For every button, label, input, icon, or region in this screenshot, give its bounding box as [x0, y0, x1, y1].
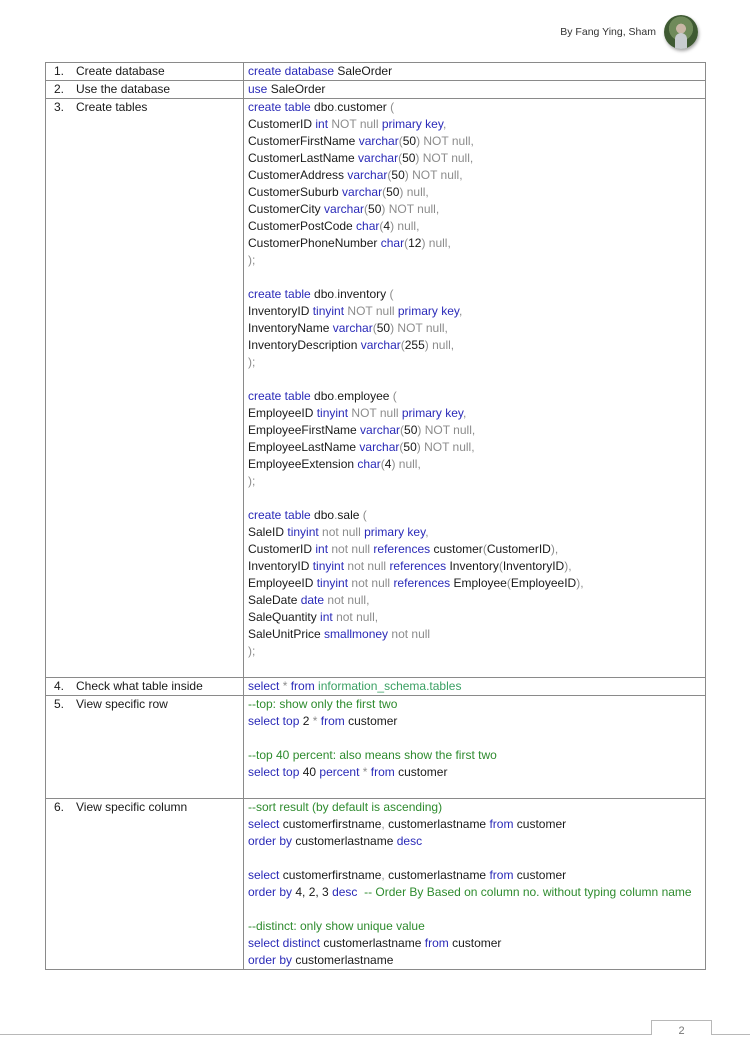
code-token: not null [318, 525, 365, 539]
code-token: customer [513, 817, 567, 831]
step-label: Use the database [76, 82, 171, 96]
code-token: ( [399, 440, 404, 454]
code-line [248, 252, 701, 269]
code-line [248, 422, 701, 439]
code-line [248, 133, 701, 150]
code-token: ) NOT null, [390, 321, 448, 335]
code-token: , [442, 117, 447, 131]
table-body [46, 63, 706, 970]
code-token: select [248, 817, 280, 831]
code-token: ); [248, 644, 256, 658]
step-cell [46, 799, 244, 970]
code-token: ( [372, 321, 377, 335]
step-number: 4. [54, 679, 65, 693]
step-label: Create database [76, 64, 165, 78]
code-token: --distinct: only show unique value [248, 919, 425, 933]
page-header [560, 14, 698, 50]
code-token: , [381, 868, 385, 882]
code-token: * [359, 765, 371, 779]
code-token: InventoryDescription [248, 338, 361, 352]
code-line [248, 388, 701, 405]
code-token: customer [430, 542, 483, 556]
code-token: int [320, 610, 333, 624]
code-token: inventory [337, 287, 390, 301]
code-line [248, 371, 701, 388]
code-token: information_schema.tables [314, 679, 462, 693]
code-token: ), [550, 542, 559, 556]
code-token: SaleDate [248, 593, 301, 607]
code-token: ( [400, 423, 405, 437]
code-line [248, 81, 701, 98]
code-token: EmployeeExtension [248, 457, 358, 471]
code-token: ( [392, 389, 397, 403]
code-cell [244, 696, 706, 799]
code-token: tinyint [312, 304, 345, 318]
code-token: customer [448, 936, 502, 950]
author-name: By Fang Ying, Sham [560, 26, 656, 38]
code-line [248, 867, 701, 884]
code-token: 50 [368, 202, 382, 216]
code-token: NOT null [348, 406, 402, 420]
code-cell [244, 63, 706, 81]
code-token: from [489, 817, 514, 831]
code-token: --top 40 percent: also means show the first two [248, 748, 497, 762]
avatar-icon [664, 15, 698, 49]
code-line [248, 592, 701, 609]
table-row [46, 696, 706, 799]
code-token: 50 [391, 168, 405, 182]
code-cell [244, 678, 706, 696]
code-line [248, 286, 701, 303]
code-token: ), [564, 559, 572, 573]
code-line [248, 850, 701, 867]
code-token: ) null, [391, 457, 421, 471]
code-token: CustomerID [248, 542, 316, 556]
code-token: create table [248, 287, 311, 301]
code-line [248, 167, 701, 184]
step-number: 2. [54, 82, 65, 96]
code-token: create table [248, 389, 311, 403]
code-token: not null [344, 559, 390, 573]
code-token: from [489, 868, 514, 882]
code-token: EmployeeLastName [248, 440, 360, 454]
code-token: select top [248, 765, 300, 779]
code-token: . [334, 389, 338, 403]
code-line [248, 660, 701, 677]
code-line [248, 116, 701, 133]
code-line [248, 456, 701, 473]
code-line [248, 269, 701, 286]
code-token: ( [380, 457, 385, 471]
code-token: . [334, 287, 338, 301]
code-token: from [424, 936, 449, 950]
code-line [248, 713, 701, 730]
code-token: ) NOT null, [416, 134, 474, 148]
code-line [248, 764, 701, 781]
code-token: 50 [403, 440, 417, 454]
code-token: dbo [310, 389, 335, 403]
code-token: ) NOT null, [415, 151, 474, 165]
code-token: not null [328, 542, 374, 556]
code-line [248, 218, 701, 235]
code-line [248, 747, 701, 764]
step-number: 6. [54, 800, 65, 814]
code-token: customer [394, 765, 448, 779]
code-token: varchar [359, 440, 400, 454]
step-label: Check what table inside [76, 679, 203, 693]
code-line [248, 541, 701, 558]
code-token: CustomerID [486, 542, 551, 556]
code-line [248, 799, 701, 816]
code-token: * [279, 679, 291, 693]
step-number: 5. [54, 697, 65, 711]
step-cell [46, 696, 244, 799]
code-line [248, 439, 701, 456]
code-token: ( [382, 185, 387, 199]
code-token: InventoryID [248, 559, 313, 573]
code-token: CustomerPhoneNumber [248, 236, 381, 250]
code-token: order by [248, 953, 293, 967]
code-token: not null, [324, 593, 370, 607]
code-token: int [315, 117, 329, 131]
code-token: EmployeeFirstName [248, 423, 361, 437]
code-token: dbo [310, 287, 335, 301]
code-token: order by [248, 885, 293, 899]
code-token: select [248, 868, 280, 882]
code-token: EmployeeID [510, 576, 577, 590]
code-token: ), [576, 576, 584, 590]
code-line [248, 150, 701, 167]
table-row [46, 799, 706, 970]
code-line [248, 816, 701, 833]
code-line [248, 524, 701, 541]
code-token: ) null, [399, 185, 429, 199]
code-token: customer [337, 100, 391, 114]
code-token: desc [396, 834, 423, 848]
code-token: 40 [299, 765, 320, 779]
code-token: varchar [360, 338, 401, 352]
code-token: , [458, 304, 463, 318]
step-cell [46, 81, 244, 99]
code-token: CustomerID [248, 117, 316, 131]
page-number: 2 [651, 1020, 712, 1035]
code-token: EmployeeID [248, 406, 317, 420]
code-line [248, 490, 701, 507]
code-token: dbo [310, 508, 335, 522]
table-row [46, 81, 706, 99]
code-token: not null [388, 627, 431, 641]
code-line [248, 63, 701, 80]
step-cell [46, 99, 244, 678]
code-token: CustomerFirstName [248, 134, 359, 148]
code-token: ( [398, 151, 403, 165]
code-token: InventoryID [248, 304, 313, 318]
step-cell [46, 63, 244, 81]
code-line [248, 99, 701, 116]
code-token: ( [482, 542, 487, 556]
code-token: ) NOT null, [417, 423, 476, 437]
code-token: date [300, 593, 325, 607]
code-token: * [312, 714, 321, 728]
code-token: ( [400, 338, 405, 352]
code-token: 50 [402, 134, 417, 148]
code-line [248, 337, 701, 354]
code-token: customer [344, 714, 398, 728]
code-token: CustomerPostCode [248, 219, 357, 233]
code-token: char [356, 219, 380, 233]
code-line [248, 320, 701, 337]
code-token: create table [248, 508, 311, 522]
code-token: customerlastname [292, 953, 394, 967]
step-cell [46, 678, 244, 696]
code-line [248, 952, 701, 969]
code-token: select top [248, 714, 300, 728]
code-token: NOT null [328, 117, 382, 131]
code-token: primary key [381, 117, 443, 131]
code-token: dbo [310, 100, 335, 114]
step-label: View specific column [76, 800, 188, 814]
code-token: EmployeeID [248, 576, 317, 590]
code-line [248, 935, 701, 952]
code-token: SaleOrder [334, 64, 393, 78]
code-line [248, 884, 701, 901]
code-token: 4, 2, 3 [292, 885, 333, 899]
code-token: 50 [404, 423, 418, 437]
step-number: 3. [54, 100, 65, 114]
code-line [248, 918, 701, 935]
code-token: ( [379, 219, 384, 233]
code-line [248, 696, 701, 713]
step-number: 1. [54, 64, 65, 78]
code-token: ); [248, 253, 256, 267]
code-line [248, 730, 701, 747]
code-token: customerfirstname [279, 817, 382, 831]
code-token: create table [248, 100, 311, 114]
code-token: varchar [342, 185, 383, 199]
code-token: 12 [408, 236, 422, 250]
code-token: CustomerSuburb [248, 185, 343, 199]
code-token: desc [332, 885, 358, 899]
table-row [46, 99, 706, 678]
code-token: SaleID [248, 525, 288, 539]
code-token: customerlastname [320, 936, 425, 950]
code-token: primary key [401, 406, 463, 420]
code-line [248, 235, 701, 252]
code-token: , [381, 817, 385, 831]
code-token: customerlastname [384, 817, 490, 831]
code-token: use [248, 82, 268, 96]
code-line [248, 405, 701, 422]
code-line [248, 678, 701, 695]
code-token: sale [337, 508, 363, 522]
code-token: varchar [360, 423, 401, 437]
code-token: varchar [324, 202, 365, 216]
code-token: customerlastname [292, 834, 397, 848]
code-token: tinyint [316, 406, 349, 420]
code-token: NOT null [344, 304, 398, 318]
code-token: from [320, 714, 345, 728]
code-token: from [290, 679, 315, 693]
code-token: --sort result (by default is ascending) [248, 800, 443, 814]
code-token: 2 [299, 714, 313, 728]
code-line [248, 781, 701, 798]
code-token: create database [248, 64, 335, 78]
step-label: Create tables [76, 100, 148, 114]
code-token: char [380, 236, 405, 250]
code-token: select [248, 679, 280, 693]
code-token: ) null, [421, 236, 451, 250]
code-token: 4 [383, 219, 391, 233]
code-token: 4 [384, 457, 392, 471]
code-line [248, 626, 701, 643]
code-token: varchar [358, 134, 399, 148]
code-token: not null, [332, 610, 379, 624]
code-token: references [389, 559, 447, 573]
code-cell [244, 99, 706, 678]
code-token: , [462, 406, 467, 420]
code-token: CustomerCity [248, 202, 325, 216]
code-token: --top: show only the first two [248, 697, 398, 711]
code-line [248, 473, 701, 490]
footer-divider-right [711, 1034, 750, 1035]
code-token: ( [387, 168, 392, 182]
code-token: int [315, 542, 329, 556]
code-line [248, 643, 701, 660]
code-token: tinyint [287, 525, 319, 539]
code-token: InventoryID [502, 559, 565, 573]
code-token: ) NOT null, [381, 202, 440, 216]
code-token: ( [389, 287, 394, 301]
code-token: tinyint [312, 559, 345, 573]
code-token: employee [337, 389, 393, 403]
code-line [248, 558, 701, 575]
code-token: tinyint [316, 576, 349, 590]
code-token: ); [248, 474, 256, 488]
code-token: ( [390, 100, 395, 114]
code-token: char [357, 457, 381, 471]
code-line [248, 575, 701, 592]
code-token: 255 [404, 338, 425, 352]
code-token: select distinct [248, 936, 321, 950]
code-token: order by [248, 834, 293, 848]
code-line [248, 201, 701, 218]
code-token: not null [348, 576, 394, 590]
code-token: smallmoney [324, 627, 389, 641]
code-token: ) NOT null, [416, 440, 475, 454]
code-token: 50 [402, 151, 416, 165]
code-token: from [370, 765, 395, 779]
code-line [248, 609, 701, 626]
code-line [248, 901, 701, 918]
table-row [46, 678, 706, 696]
code-token: ) NOT null, [404, 168, 463, 182]
code-token: ) null, [390, 219, 420, 233]
code-token: SaleUnitPrice [248, 627, 325, 641]
code-token: ); [248, 355, 256, 369]
step-label: View specific row [76, 697, 168, 711]
code-token: InventoryName [248, 321, 333, 335]
code-token: references [393, 576, 451, 590]
code-token: SaleOrder [267, 82, 326, 96]
code-token: primary key [364, 525, 426, 539]
code-token: customer [513, 868, 567, 882]
code-token: primary key [397, 304, 459, 318]
sql-reference-table [45, 62, 706, 970]
code-line [248, 833, 701, 850]
code-token: CustomerAddress [248, 168, 348, 182]
code-token: varchar [358, 151, 399, 165]
code-token: -- Order By Based on column no. without typing column name [357, 885, 692, 899]
code-line [248, 354, 701, 371]
code-line [248, 507, 701, 524]
code-token: percent [319, 765, 360, 779]
code-token: ( [498, 559, 503, 573]
code-line [248, 303, 701, 320]
code-token: customerfirstname [279, 868, 382, 882]
code-token: CustomerLastName [248, 151, 359, 165]
code-line [248, 184, 701, 201]
code-token: . [334, 508, 338, 522]
code-cell [244, 81, 706, 99]
code-token: varchar [347, 168, 388, 182]
footer-divider [0, 1034, 652, 1035]
code-token: references [373, 542, 431, 556]
code-token: ( [506, 576, 511, 590]
code-cell [244, 799, 706, 970]
code-token: ( [364, 202, 369, 216]
code-token: 50 [376, 321, 391, 335]
code-token: , [425, 525, 429, 539]
code-token: ) null, [424, 338, 455, 352]
table-row [46, 63, 706, 81]
code-token: 50 [386, 185, 400, 199]
code-token: SaleQuantity [248, 610, 321, 624]
code-token: . [334, 100, 338, 114]
code-token: Inventory [446, 559, 499, 573]
code-token: varchar [332, 321, 373, 335]
code-token: ( [362, 508, 367, 522]
code-token: ( [398, 134, 403, 148]
code-token: Employee [450, 576, 507, 590]
code-token: ( [404, 236, 409, 250]
code-token: customerlastname [384, 868, 490, 882]
